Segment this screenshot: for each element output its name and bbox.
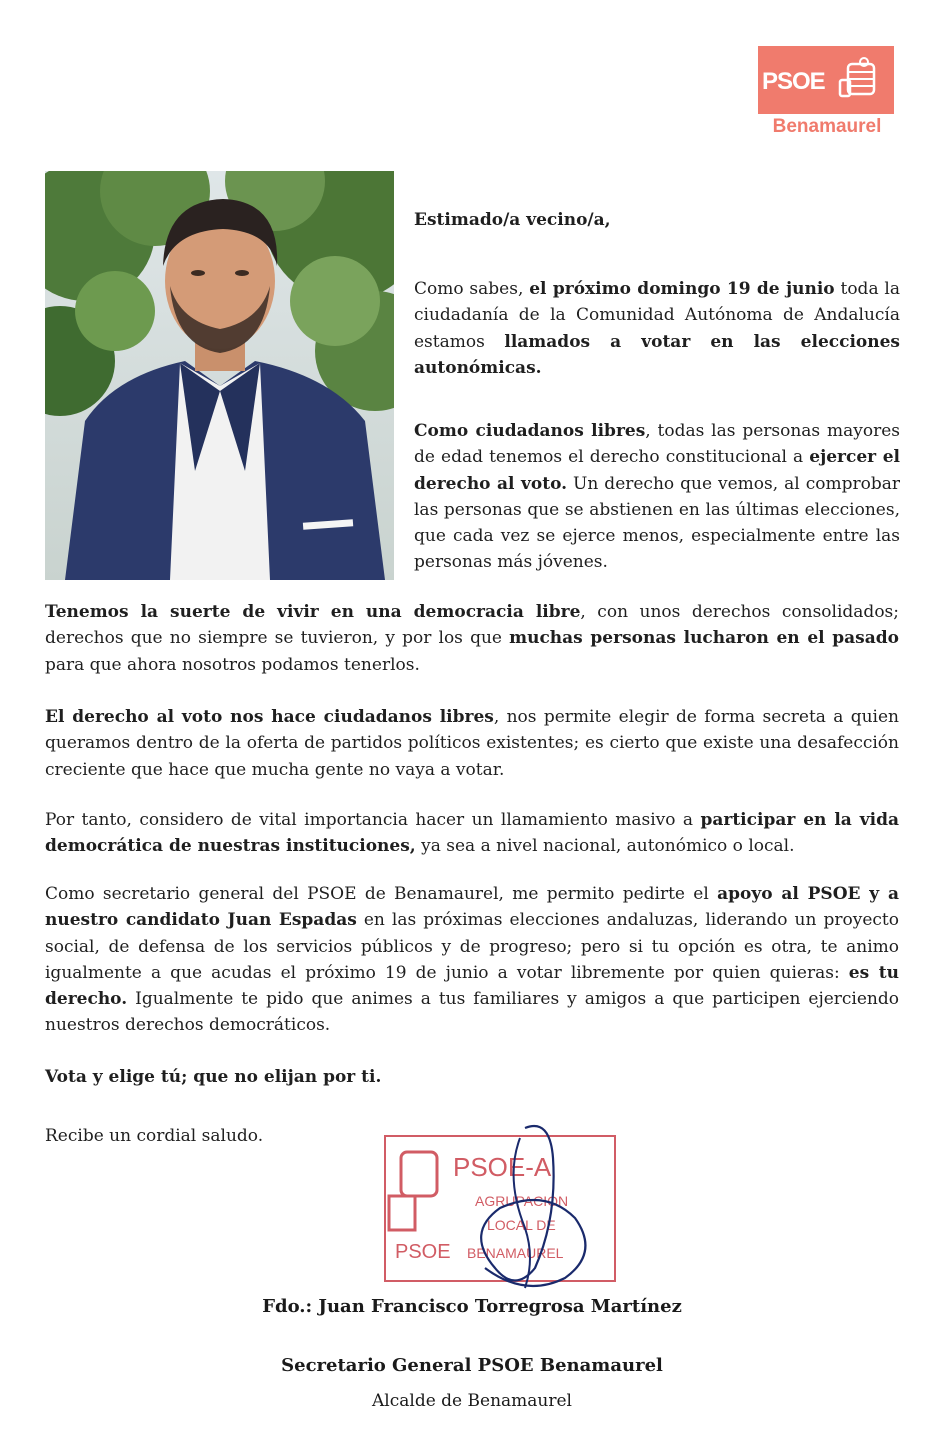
paragraph-election-date (414, 276, 900, 381)
bold-text-run: Tenemos la suerte de vivir en una democracia libre (45, 602, 581, 622)
paragraph-free-citizens (45, 704, 899, 783)
bold-text-run: El derecho al voto nos hace ciudadanos libres (45, 707, 494, 727)
stamp-top-text: PSOE-A (453, 1152, 552, 1182)
closing: Recibe un cordial saludo. (45, 1126, 264, 1146)
stamp-mid2-text: LOCAL DE (487, 1217, 556, 1233)
text-run: Como sabes, (414, 279, 530, 299)
paragraph-right-to-vote (414, 418, 900, 576)
text-run: Por tanto, considero de vital importancia hacer un llamamiento masivo a (45, 810, 701, 830)
bold-text-run: Como ciudadanos libres (414, 421, 646, 441)
text-run: en las próximas elecciones andaluzas, liderando un proyecto social, de defensa de los servicios públicos y de progreso; pero si tu opción es otra, te animo igualmente a que acudas el próximo 19 de junio a votar libremente por quien quieras: (45, 910, 899, 983)
bold-text-run: llamados a votar en las elecciones autonómicas. (414, 331, 900, 378)
text-run: , todas las personas mayores de edad tenemos el derecho constitucional a (414, 421, 901, 468)
bold-text-run: muchas personas lucharon en el pasado (509, 628, 899, 649)
bold-text-run: apoyo al PSOE y a nuestro candidato Juan Espadas (45, 884, 899, 931)
paragraph-support-request (45, 881, 899, 1039)
text-run: toda la ciudadanía de la Comunidad Autónoma de Andalucía estamos (414, 279, 900, 352)
text-run: ya sea a nivel nacional, autonómico o local. (415, 836, 795, 857)
logo-party-name: PSOE (762, 68, 825, 95)
bold-text-run: ejercer el derecho al voto. (414, 447, 901, 494)
stamp-mid1-text: AGRUPACION (475, 1193, 569, 1209)
text-run: Igualmente te pido que animes a tus familiares y amigos a que participen ejerciendo nuestros derechos democráticos. (45, 989, 899, 1036)
signature-role: Secretario General PSOE Benamaurel (281, 1355, 663, 1376)
paragraph-democracy (45, 599, 899, 678)
bold-text-run: participar en la vida democrática de nuestras instituciones, (45, 810, 899, 857)
signature-name: Fdo.: Juan Francisco Torregrosa Martínez (262, 1296, 682, 1317)
text-run: , nos permite elegir de forma secreta a quien queramos dentro de la oferta de partidos políticos existentes; es cierto que existe una desafección creciente que hace que mucha gente no vaya a votar. (45, 707, 899, 780)
text-run: Como secretario general del PSOE de Benamaurel, me permito pedirte el (45, 884, 718, 904)
bold-text-run: es tu derecho. (45, 962, 899, 1010)
portrait-photo (45, 171, 394, 580)
party-stamp-with-signature (375, 1118, 625, 1298)
stamp-bottom-text: BENAMAUREL (467, 1245, 564, 1261)
stamp-left-text: PSOE (395, 1241, 451, 1263)
text-run: para que ahora nosotros podamos tenerlos. (45, 654, 420, 675)
slogan: Vota y elige tú; que no elijan por ti. (45, 1067, 382, 1087)
greeting: Estimado/a vecino/a, (414, 210, 611, 230)
paragraph-participation (45, 807, 899, 860)
bold-text-run: el próximo domingo 19 de junio (529, 279, 835, 299)
signature-title: Alcalde de Benamaurel (372, 1391, 572, 1411)
text-run: , con unos derechos consolidados; derechos que no siempre se tuvieron, y por los que (45, 602, 900, 649)
text-run: Un derecho que vemos, al comprobar las personas que se abstienen en las últimas elecciones, que cada vez se ejerce menos, especialmente entre las personas más jóvenes. (414, 473, 900, 573)
logo-town-name: Benamaurel (772, 116, 882, 137)
fist-and-rose-icon (836, 56, 884, 106)
